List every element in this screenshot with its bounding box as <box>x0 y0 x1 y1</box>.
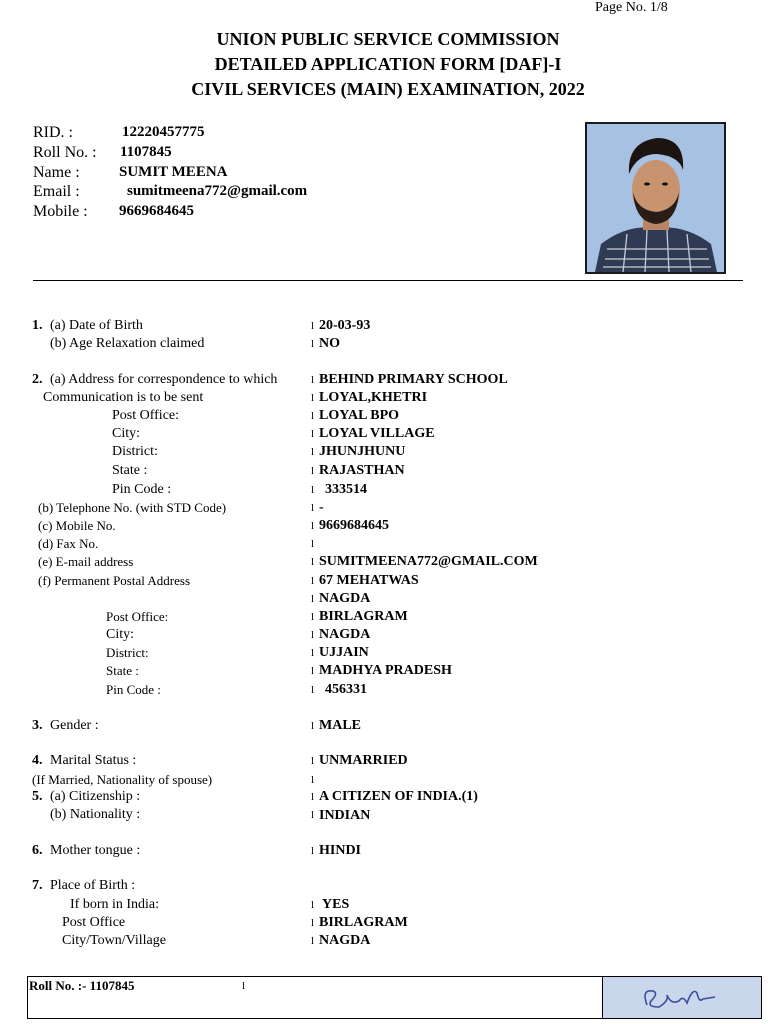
marital-status-label: Marital Status : <box>50 753 137 768</box>
separator: l <box>311 899 315 911</box>
signature-image <box>603 977 761 1018</box>
footer-roll-label: Roll No. :- <box>29 978 87 993</box>
separator: l <box>311 809 315 821</box>
birth-city-value: NAGDA <box>319 933 371 948</box>
mobile-label: Mobile : <box>33 203 88 220</box>
communication-label: Communication is to be sent <box>43 390 204 405</box>
separator: l <box>311 338 315 350</box>
pin-code-label: Pin Code : <box>112 482 172 497</box>
title-commission: UNION PUBLIC SERVICE COMMISSION <box>216 29 560 49</box>
separator: l <box>311 484 315 496</box>
roll-value: 1107845 <box>120 144 172 160</box>
q6-number: 6. <box>32 843 43 858</box>
separator: l <box>311 575 315 587</box>
perm-district-value: UJJAIN <box>319 645 369 660</box>
place-of-birth-label: Place of Birth : <box>50 878 136 893</box>
perm-state-label: State : <box>106 663 139 678</box>
perm-district-label: District: <box>106 645 149 660</box>
email-label: Email : <box>33 183 80 200</box>
email-value: sumitmeena772@gmail.com <box>127 183 308 199</box>
mother-tongue-value: HINDI <box>319 843 362 858</box>
separator: l <box>311 520 315 532</box>
born-in-india-value: YES <box>322 897 350 912</box>
separator: l <box>311 502 315 514</box>
mobile-no-value: 9669684645 <box>319 518 389 533</box>
q1-number: 1. <box>32 318 43 333</box>
gender-label: Gender : <box>50 718 99 733</box>
header-divider <box>33 280 743 281</box>
fax-label: (d) Fax No. <box>38 536 99 551</box>
separator: l <box>311 446 315 458</box>
name-label: Name : <box>33 164 80 181</box>
roll-label: Roll No. : <box>33 144 97 161</box>
telephone-value: - <box>319 500 324 515</box>
perm-pin-code-value: 456331 <box>325 682 367 697</box>
mobile-no-label: (c) Mobile No. <box>38 518 116 533</box>
separator: l <box>311 465 315 477</box>
district-label: District: <box>112 444 158 459</box>
spouse-nationality-label: (If Married, Nationality of spouse) <box>32 772 213 787</box>
q4-number: 4. <box>32 753 43 768</box>
separator: l <box>311 374 315 386</box>
district-value: JHUNJHUNU <box>319 444 406 459</box>
permanent-address-label: (f) Permanent Postal Address <box>38 573 191 588</box>
separator: l <box>311 755 315 767</box>
separator: l <box>311 410 315 422</box>
separator: l <box>311 684 315 696</box>
applicant-photo <box>585 122 726 274</box>
separator: l <box>311 538 315 550</box>
separator: l <box>311 392 315 404</box>
page-number: Page No. 1/8 <box>595 0 668 15</box>
footer-bar <box>27 976 762 1019</box>
city-value: LOYAL VILLAGE <box>319 426 435 441</box>
separator: l <box>242 980 246 992</box>
perm-pin-code-label: Pin Code : <box>106 682 161 697</box>
dob-label: (a) Date of Birth <box>50 318 143 333</box>
pin-code-value: 333514 <box>325 482 367 497</box>
separator: l <box>311 917 315 929</box>
title-exam: CIVIL SERVICES (MAIN) EXAMINATION, 2022 <box>191 79 585 99</box>
perm-post-office-value: BIRLAGRAM <box>319 609 408 624</box>
footer-roll-value: 1107845 <box>89 978 135 993</box>
name-value: SUMIT MEENA <box>119 164 228 180</box>
birth-city-label: City/Town/Village <box>62 933 166 948</box>
marital-status-value: UNMARRIED <box>319 753 408 768</box>
born-in-india-label: If born in India: <box>70 897 160 912</box>
perm-post-office-label: Post Office: <box>106 609 169 624</box>
birth-post-office-label: Post Office <box>62 915 126 930</box>
nationality-label: (b) Nationality : <box>50 807 141 822</box>
separator: l <box>311 647 315 659</box>
email-address-value: SUMITMEENA772@GMAIL.COM <box>319 554 538 569</box>
separator: l <box>311 774 315 786</box>
q3-number: 3. <box>32 718 43 733</box>
separator: l <box>311 665 315 677</box>
email-address-label: (e) E-mail address <box>38 554 134 569</box>
state-label: State : <box>112 463 148 478</box>
permanent-address-line1: 67 MEHATWAS <box>319 573 419 588</box>
rid-value: 12220457775 <box>122 124 205 140</box>
age-relaxation-value: NO <box>319 336 340 351</box>
state-value: RAJASTHAN <box>319 463 405 478</box>
footer-roll <box>29 978 134 994</box>
separator: l <box>311 629 315 641</box>
separator: l <box>311 611 315 623</box>
perm-state-value: MADHYA PRADESH <box>319 663 452 678</box>
birth-post-office-value: BIRLAGRAM <box>319 915 408 930</box>
dob-value: 20-03-93 <box>319 318 371 333</box>
age-relaxation-label: (b) Age Relaxation claimed <box>50 336 205 351</box>
q5-number: 5. <box>32 789 43 804</box>
q7-number: 7. <box>32 878 43 893</box>
separator: l <box>311 593 315 605</box>
mother-tongue-label: Mother tongue : <box>50 843 141 858</box>
nationality-value: INDIAN <box>319 808 371 823</box>
separator: l <box>311 556 315 568</box>
telephone-label: (b) Telephone No. (with STD Code) <box>38 500 227 515</box>
separator: l <box>311 320 315 332</box>
post-office-label: Post Office: <box>112 408 180 423</box>
separator: l <box>311 428 315 440</box>
correspondence-address-label: (a) Address for correspondence to which <box>50 372 278 387</box>
citizenship-value: A CITIZEN OF INDIA.(1) <box>319 789 478 804</box>
address-line1: BEHIND PRIMARY SCHOOL <box>319 372 508 387</box>
mobile-value: 9669684645 <box>119 203 194 219</box>
address-line2: LOYAL,KHETRI <box>319 390 428 405</box>
citizenship-label: (a) Citizenship : <box>50 789 141 804</box>
separator: l <box>311 935 315 947</box>
signature-box <box>602 977 761 1018</box>
separator: l <box>311 720 315 732</box>
post-office-value: LOYAL BPO <box>319 408 400 423</box>
separator: l <box>311 791 315 803</box>
q2-number: 2. <box>32 372 43 387</box>
city-label: City: <box>112 426 141 441</box>
perm-city-value: NAGDA <box>319 627 371 642</box>
separator: l <box>311 845 315 857</box>
gender-value: MALE <box>319 718 361 733</box>
rid-label: RID. : <box>33 124 73 141</box>
title-form: DETAILED APPLICATION FORM [DAF]-I <box>214 54 562 74</box>
perm-city-label: City: <box>106 627 135 642</box>
permanent-address-line2: NAGDA <box>319 591 371 606</box>
